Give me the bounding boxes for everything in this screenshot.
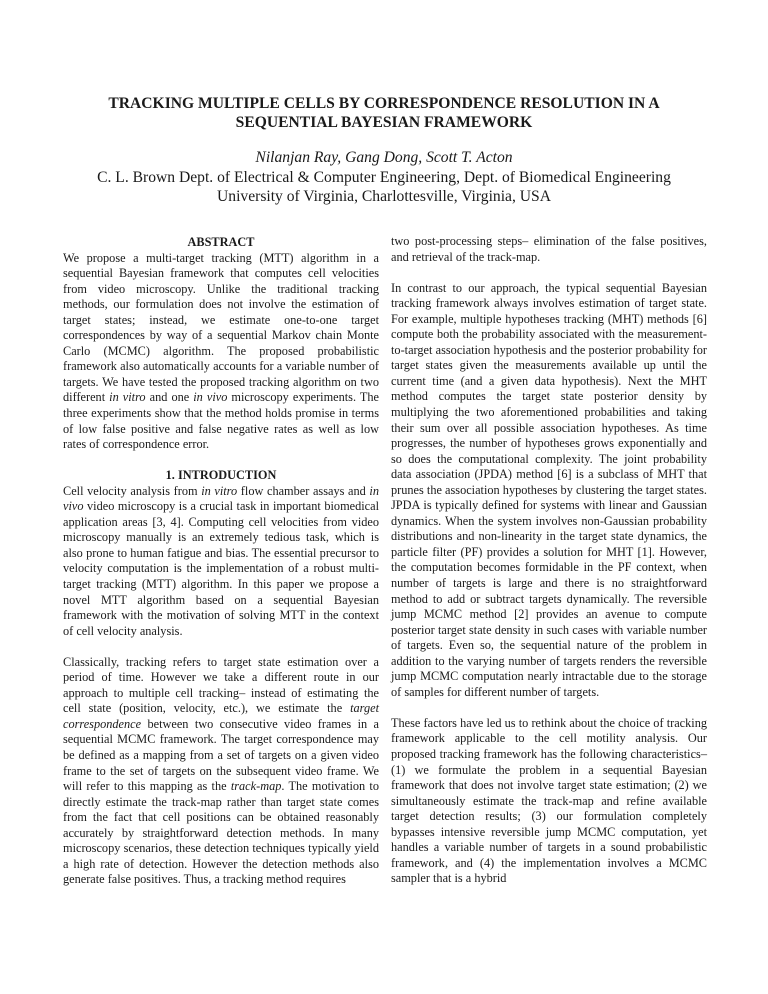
intro-paragraph-3: two post-processing steps– elimination of the false positives, and retrieval of the track-map.	[391, 234, 707, 264]
abstract-heading: ABSTRACT	[187, 235, 255, 249]
affiliation-line-1: C. L. Brown Dept. of Electrical & Computer Engineering, Dept. of Biomedical Engineering	[97, 168, 671, 186]
intro-paragraph-5: These factors have led us to rethink about the choice of tracking framework applicable to the cell motility analysis. Our proposed tracking framework has the following characteristics– (1) we formulate the problem in a sequential Bayesian framework that does not involve target state estimation; (2) we simultaneously estimate the track-map and refine available target detection results; (3) our formulation completely bypasses intensive reversible jump MCMC computation, yet handles a variable number of targets in a sound probabilistic framework, and (4) the implementation involves a MCMC sampler that is a hybrid	[391, 715, 707, 886]
right-column	[391, 235, 707, 887]
intro-paragraph-4: In contrast to our approach, the typical sequential Bayesian tracking framework always involves estimation of target state. For example, multiple hypotheses tracking (MHT) methods [6] compute both the probability associated with the measurement-to-target association hypothesis and the posterior probability for target states given the measurements available up until the current time (and a given data hypothesis). Next the MHT method computes the target state posterior density by multiplying the two aforementioned probabilities and taking their sum over all possible association hypotheses. As time progresses, the number of hypotheses grows exponentially and so does the computational complexity. The joint probability data association (JPDA) method [6] is a subclass of MHT that prunes the association hypotheses by clustering the target states. JPDA is typically defined for systems with linear and Gaussian dynamics. When the system involves non-Gaussian probability distributions and non-linearity in the target state dynamics, the particle filter (PF) provides a solution for MHT [1]. However, the computation becomes formidable in the PF context, when number of targets is large and there is no straightforward method to add or subtract targets dynamically. The reversible jump MCMC method [2] provides an avenue to compute posterior target state density in such cases with variable number of targets. Even so, the sequential nature of the problem in addition to the varying number of targets renders the reversible jump MCMC computation nearly intractable due to the storage of samples for different number of targets.	[391, 280, 707, 699]
intro-paragraph-2: Classically, tracking refers to target state estimation over a period of time. However we take a different route in our approach to multiple cell tracking– instead of estimating the cell state (position, velocity, etc.), we estimate the target correspondence between two consecutive video frames in a sequential MCMC framework. The target correspondence may be defined as a mapping from a set of targets on a given video frame to the set of targets on the subsequent video frame. We will refer to this mapping as the track-map. The motivation to directly estimate the track-map rather than target state comes from the fact that cell positions can be obtained reasonably accurately by straightforward detection methods. In many microscopy scenarios, these detection techniques typically yield a high rate of detection. However the detection methods also generate false positives. Thus, a tracking method requires	[63, 654, 379, 887]
intro-paragraph-1: Cell velocity analysis from in vitro flow chamber assays and in vivo video microscopy is a crucial task in important biomedical application areas [3, 4]. Computing cell velocities from video microscopy manually is an extremely tedious task, which is also prone to human fatigue and bias. The essential precursor to velocity computation is the implementation of a robust multi-target tracking (MTT) algorithm. In this paper we propose a novel MTT algorithm based on a sequential Bayesian framework with the motivation of solving MTT in the context of cell velocity analysis.	[63, 483, 379, 638]
introduction-heading: 1. INTRODUCTION	[165, 468, 277, 483]
paper-title: TRACKING MULTIPLE CELLS BY CORRESPONDENCE RESOLUTION IN A SEQUENTIAL BAYESIAN FRAMEWORK	[108, 95, 660, 131]
left-column	[63, 235, 379, 888]
affiliation-line-2: University of Virginia, Charlottesville, Virginia, USA	[217, 188, 551, 205]
author-names: Nilanjan Ray, Gang Dong, Scott T. Acton	[255, 149, 513, 166]
abstract-text: We propose a multi-target tracking (MTT) algorithm in a sequential Bayesian framework that computes cell velocities from video microscopy. Unlike the traditional tracking methods, our formulation does not involve the estimation of target states; instead, we estimate one-to-one target correspondences by way of a sequential Markov chain Monte Carlo (MCMC) algorithm. The proposed probabilistic framework also automatically accounts for a variable number of targets. We have tested the proposed tracking algorithm on two different in vitro and one in vivo microscopy experiments. The three experiments show that the method holds promise in terms of low false positive and false negative rates as well as low rates of correspondence error.	[63, 250, 379, 452]
author-block	[40, 148, 728, 207]
